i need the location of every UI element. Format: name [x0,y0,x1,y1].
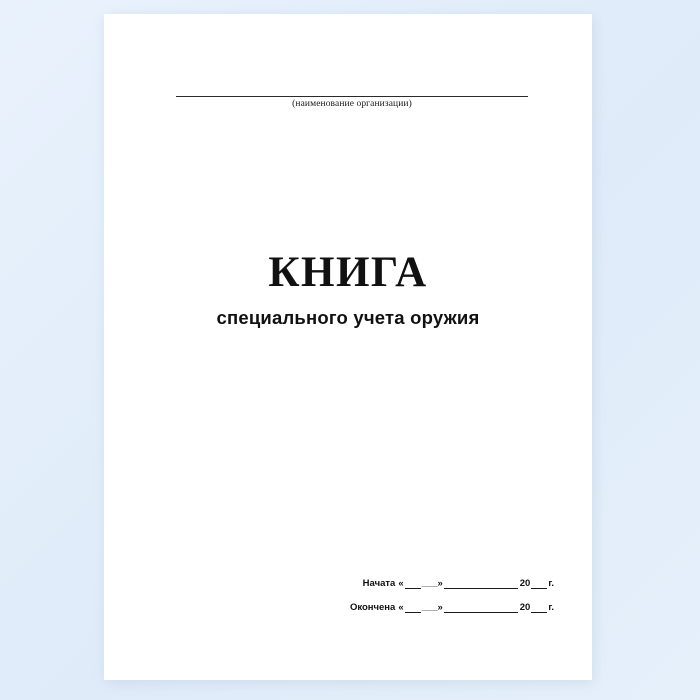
finished-year-prefix: 20 [519,602,531,613]
finished-year-suffix: г. [548,602,554,613]
finished-label: Окончена [349,602,396,613]
started-year-prefix: 20 [519,578,531,589]
started-row [344,578,554,589]
started-month-blank [444,579,518,589]
dates-block [344,578,554,626]
started-year-blank [531,579,547,589]
finished-row [344,602,554,613]
finished-quote-close: ___» [421,602,443,613]
finished-quote-open: « [398,602,404,613]
finished-year-blank [531,603,547,613]
page-subtitle: специального учета оружия [216,307,480,329]
finished-month-blank [444,603,518,613]
started-label: Начата [362,578,396,589]
organization-rule [176,80,528,97]
started-day-blank [405,579,421,589]
title-block [104,250,592,329]
started-quote-open: « [398,578,404,589]
organization-field [176,80,528,109]
organization-caption: (наименование организации) [292,99,412,109]
started-year-suffix: г. [548,578,554,589]
finished-day-blank [405,603,421,613]
started-quote-close: ___» [421,578,443,589]
document-page [104,14,592,680]
page-title: КНИГА [268,249,428,296]
